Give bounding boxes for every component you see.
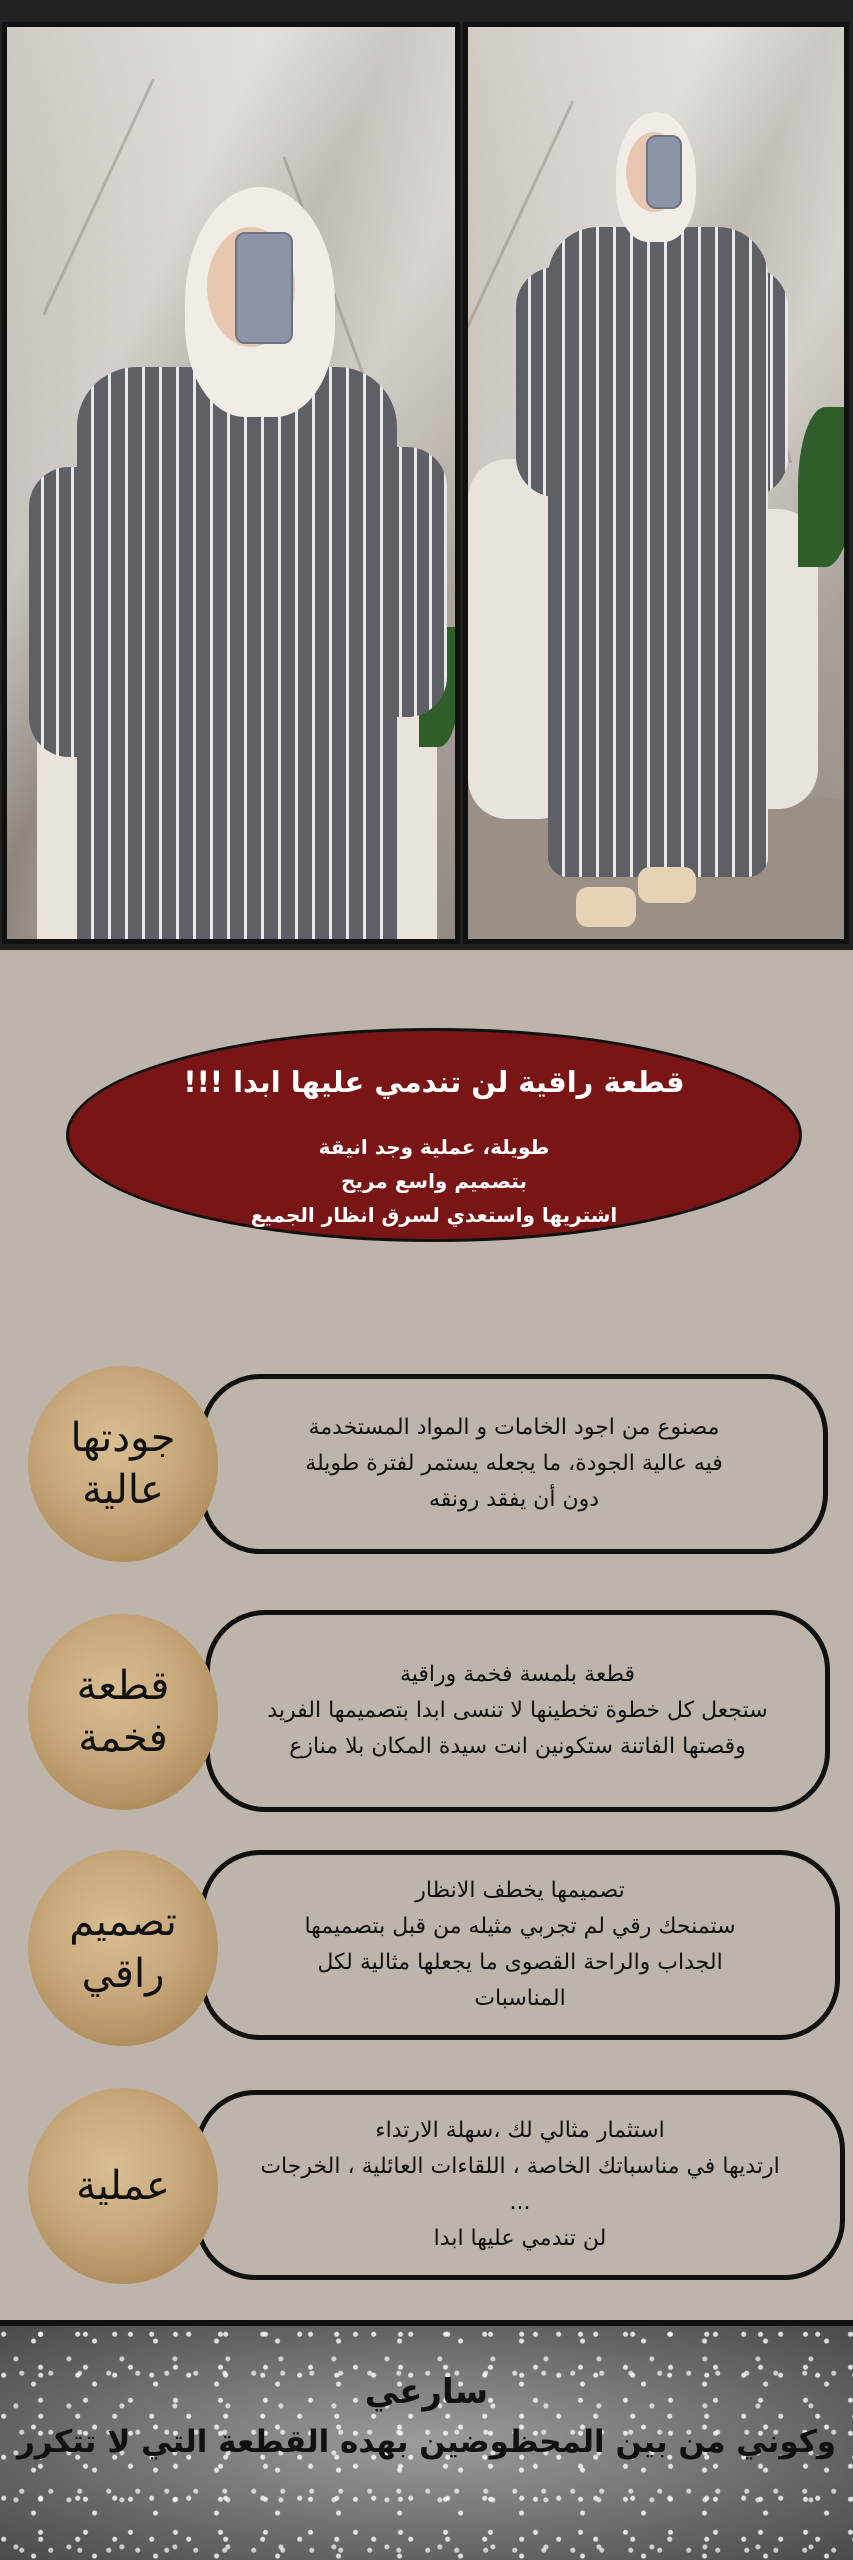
feature-text: دون أن يفقد رونقه [428, 1487, 600, 1512]
feature-text: ستجعل كل خطوة تخطينها لا تنسى ابدا بتصميمها الفريد [267, 1698, 768, 1723]
banner-line-3: اشتريها واستعدي لسرق انظار الجميع [250, 1203, 618, 1227]
feature-text: ارتديها في مناسباتك الخاصة ، اللقاءات العائلية ، الخرجات [260, 2154, 780, 2179]
feature-text: المناسبات [474, 1986, 566, 2011]
footer-title: سارعي [364, 2372, 489, 2412]
feature-text: ... [509, 2190, 531, 2215]
banner-line-2: بتصميم واسع مريح [341, 1169, 527, 1193]
product-photos [0, 0, 853, 950]
badge-label: عملية [76, 2163, 170, 2209]
badge-label: جودتها [70, 1415, 176, 1461]
feature-text: فيه عالية الجودة، ما يجعله يستمر لفترة طويلة [305, 1451, 723, 1476]
feature-text: لن تندمي عليها ابدا [433, 2226, 607, 2251]
headline-banner [66, 1028, 802, 1242]
feature-card-practical [195, 2090, 845, 2280]
badge-design [28, 1850, 218, 2046]
badge-label: تصميم [69, 1899, 177, 1945]
banner-title: قطعة راقية لن تندمي عليها ابدا !!! [183, 1065, 685, 1099]
banner-line-1: طويلة، عملية وجد انيقة [318, 1135, 550, 1159]
footer-tagline: وكوني من بين المحظوضين بهده القطعة التي لا تتكرر [16, 2424, 837, 2460]
feature-card-luxury [205, 1610, 830, 1812]
badge-label: عالية [82, 1467, 164, 1513]
feature-card-quality [200, 1374, 828, 1554]
badge-luxury [28, 1614, 218, 1810]
badge-practical [28, 2088, 218, 2284]
badge-quality [28, 1366, 218, 1562]
footer-glitter [0, 2326, 853, 2560]
badge-label: فخمة [78, 1715, 168, 1761]
feature-text: تصميمها يخطف الانظار [415, 1878, 625, 1903]
product-photo-full-length[interactable] [463, 22, 849, 944]
feature-text: وقصتها الفاتنة ستكونين انت سيدة المكان بلا منازع [289, 1734, 746, 1759]
feature-card-design [200, 1850, 840, 2040]
feature-text: استثمار مثالي لك ،سهلة الارتداء [375, 2118, 665, 2143]
badge-label: راقي [81, 1951, 165, 1997]
feature-text: مصنوع من اجود الخامات و المواد المستخدمة [308, 1415, 720, 1440]
feature-text: الجداب والراحة القصوى ما يجعلها مثالية لكل [317, 1950, 723, 1975]
badge-label: قطعة [76, 1663, 170, 1709]
feature-text: ستمنحك رقي لم تجربي مثيله من قبل بتصميمها [304, 1914, 736, 1939]
product-photo-front[interactable] [2, 22, 460, 944]
feature-text: قطعة بلمسة فخمة وراقية [399, 1662, 636, 1687]
